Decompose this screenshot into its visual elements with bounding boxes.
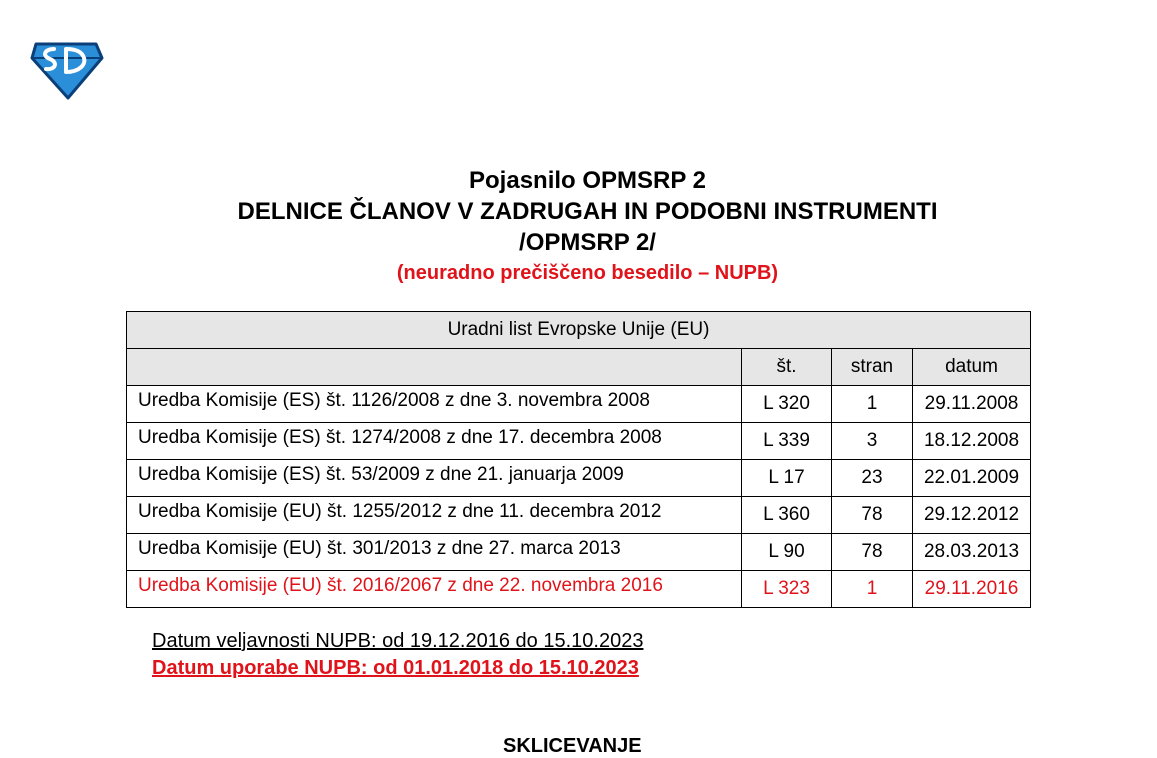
table-row	[127, 423, 1031, 460]
regulation-date: 29.11.2016	[913, 571, 1031, 608]
regulation-date: 29.11.2008	[913, 386, 1031, 423]
regulation-name: Uredba Komisije (EU) št. 301/2013 z dne 27. marca 2013	[138, 538, 621, 559]
regulation-number: L 323	[742, 571, 832, 608]
document-subtitle: DELNICE ČLANOV V ZADRUGAH IN PODOBNI INSTRUMENTI	[237, 198, 938, 225]
sd-diamond-logo-icon	[30, 40, 104, 100]
regulation-page: 23	[832, 460, 913, 497]
table-row	[127, 571, 1031, 608]
regulation-date: 28.03.2013	[913, 534, 1031, 571]
regulation-number: L 17	[742, 460, 832, 497]
document-title: Pojasnilo OPMSRP 2	[469, 167, 706, 194]
section-heading: SKLICEVANJE	[503, 735, 642, 757]
regulation-date: 29.12.2012	[913, 497, 1031, 534]
regulation-page: 1	[832, 571, 913, 608]
table-header-row	[127, 349, 1031, 386]
regulation-page: 78	[832, 534, 913, 571]
header-stran: stran	[832, 349, 913, 386]
table-row	[127, 497, 1031, 534]
regulation-date: 18.12.2008	[913, 423, 1031, 460]
regulation-number: L 360	[742, 497, 832, 534]
regulation-name: Uredba Komisije (EU) št. 1255/2012 z dne 11. decembra 2012	[138, 501, 662, 522]
header-name	[127, 349, 742, 386]
document-note: (neuradno prečiščeno besedilo – NUPB)	[396, 262, 779, 284]
regulations-table	[126, 311, 1031, 608]
regulation-name: Uredba Komisije (ES) št. 1274/2008 z dne 17. decembra 2008	[138, 427, 662, 448]
regulation-name: Uredba Komisije (ES) št. 53/2009 z dne 21. januarja 2009	[138, 464, 624, 485]
header-st: št.	[742, 349, 832, 386]
document-code: /OPMSRP 2/	[519, 229, 656, 256]
header-datum: datum	[913, 349, 1031, 386]
regulation-number: L 320	[742, 386, 832, 423]
table-row	[127, 534, 1031, 571]
regulation-page: 1	[832, 386, 913, 423]
regulation-name: Uredba Komisije (EU) št. 2016/2067 z dne 22. novembra 2016	[138, 575, 663, 596]
table-caption: Uradni list Evropske Unije (EU)	[127, 312, 1031, 349]
table-row	[127, 386, 1031, 423]
validity-date: Datum veljavnosti NUPB: od 19.12.2016 do 15.10.2023	[152, 630, 644, 652]
application-date: Datum uporabe NUPB: od 01.01.2018 do 15.10.2023	[152, 657, 639, 679]
regulation-page: 78	[832, 497, 913, 534]
regulation-number: L 90	[742, 534, 832, 571]
regulation-number: L 339	[742, 423, 832, 460]
table-row	[127, 460, 1031, 497]
regulation-name: Uredba Komisije (ES) št. 1126/2008 z dne 3. novembra 2008	[138, 390, 650, 411]
regulation-date: 22.01.2009	[913, 460, 1031, 497]
regulation-page: 3	[832, 423, 913, 460]
